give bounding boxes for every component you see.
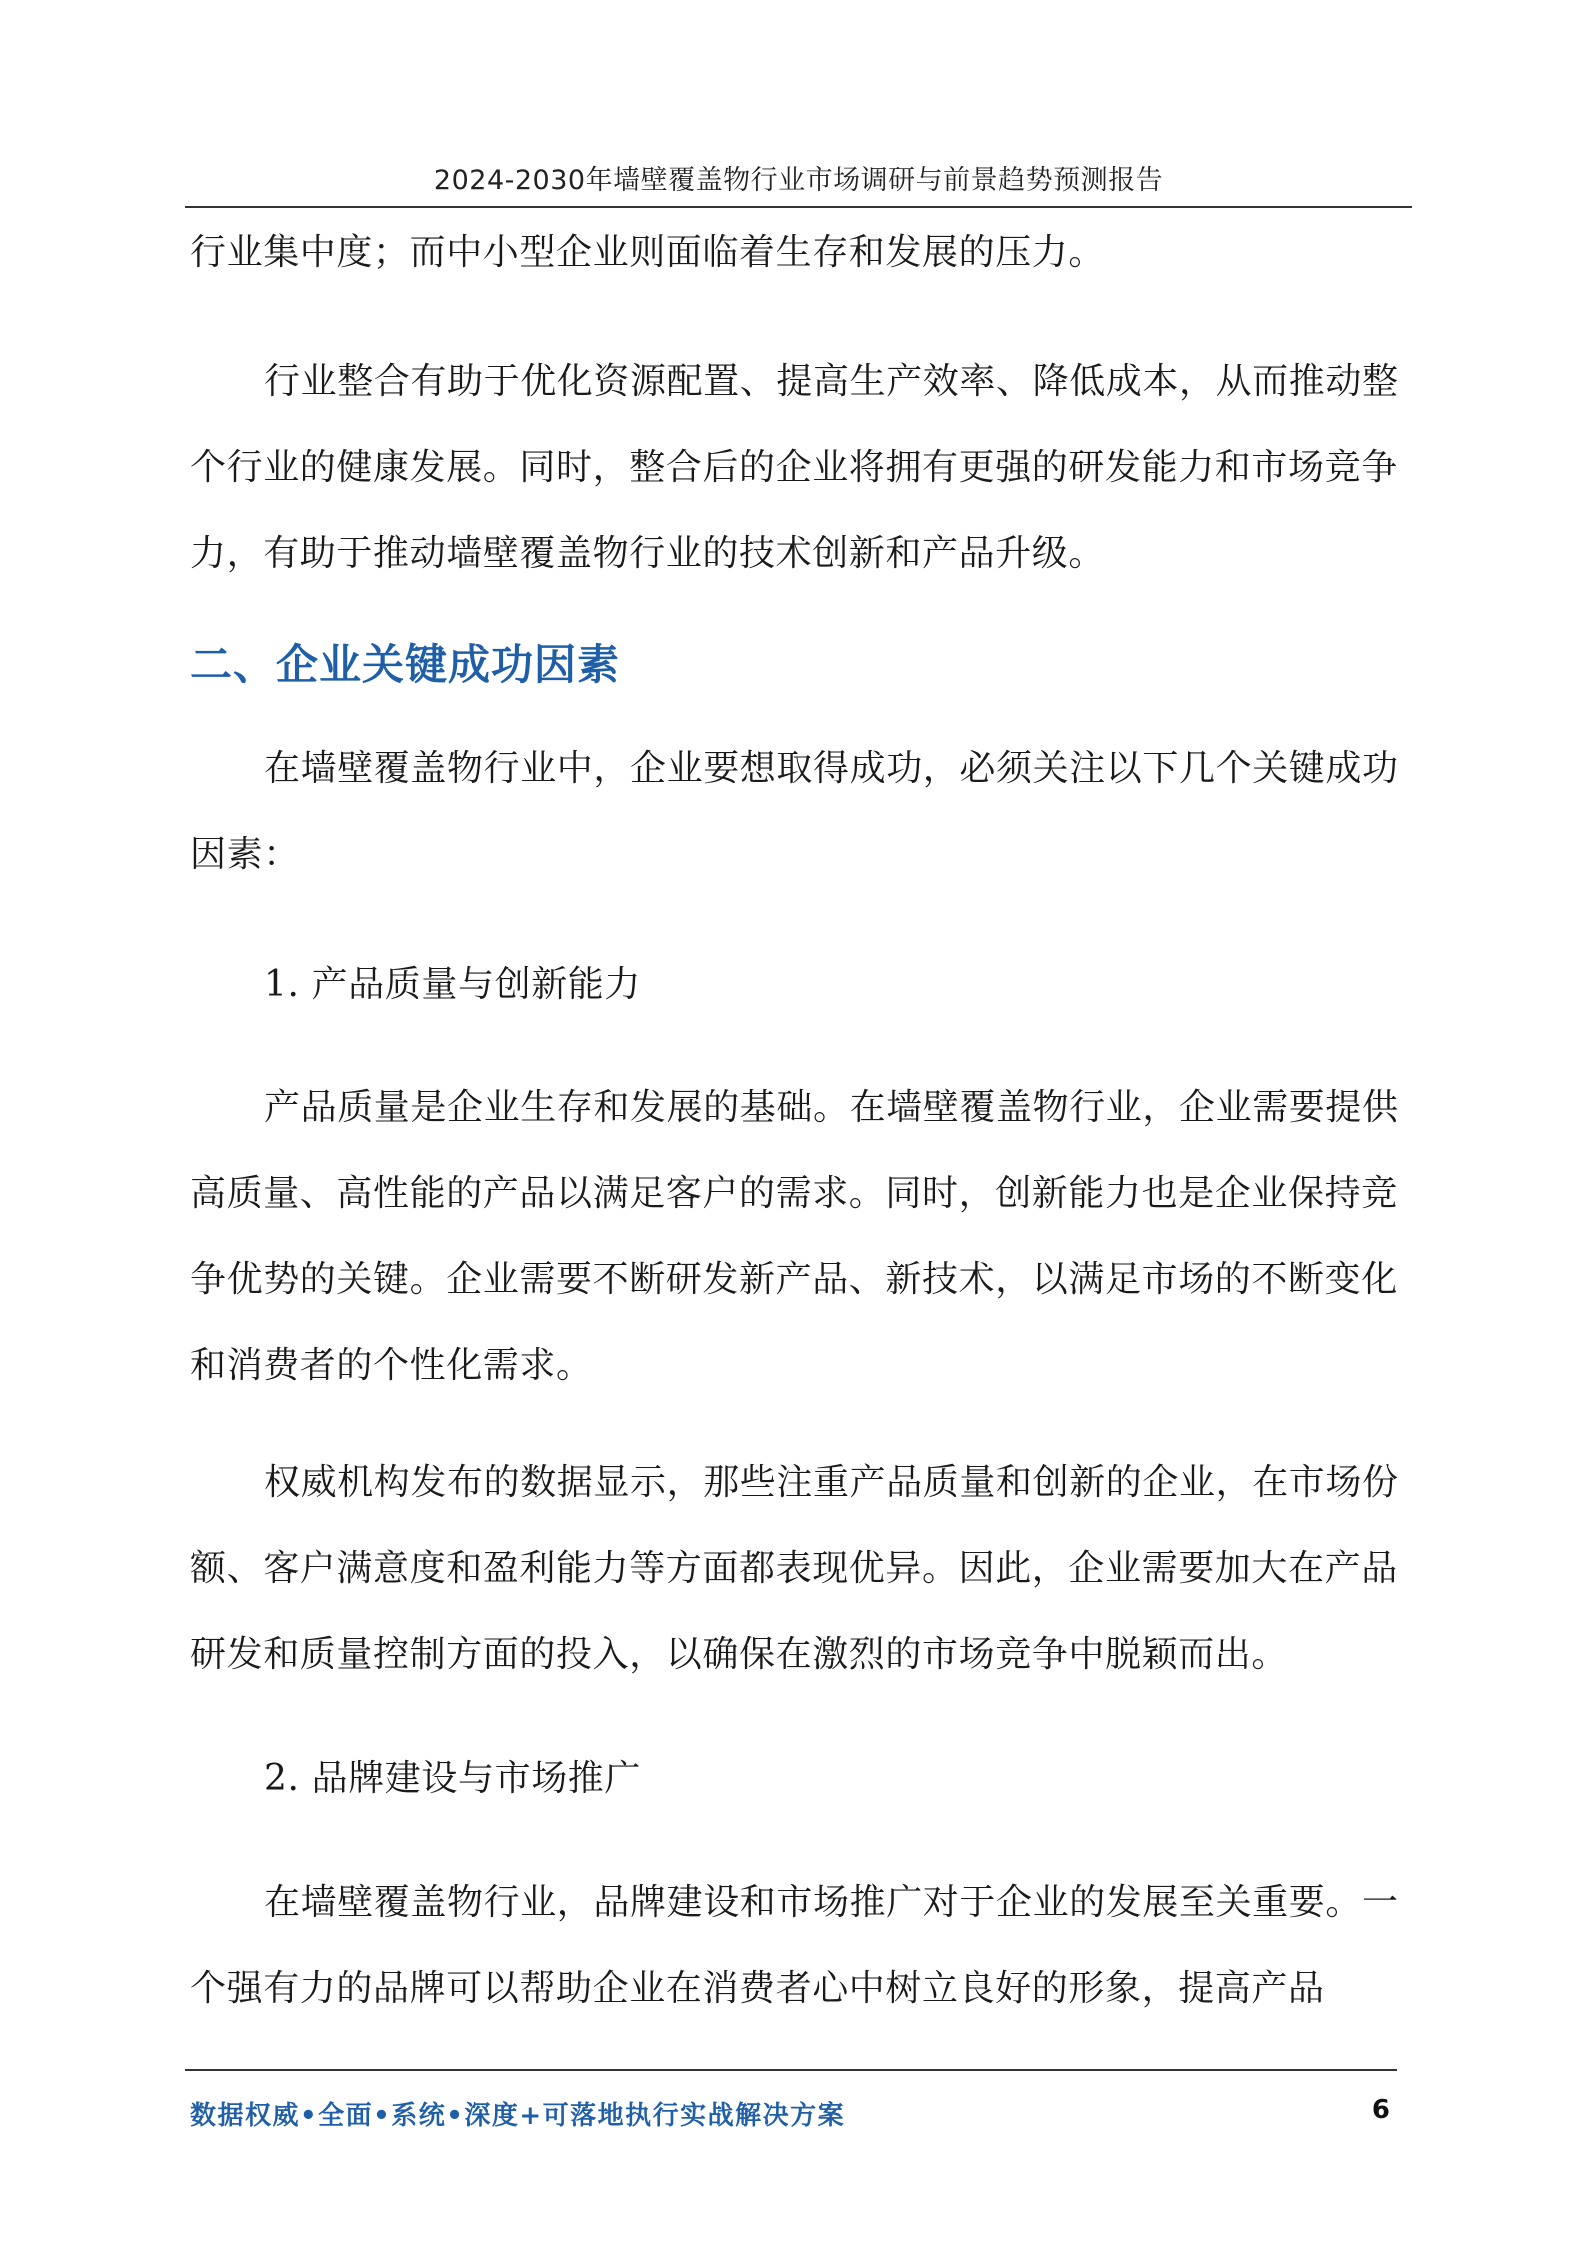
paragraph-product-quality: 产品质量是企业生存和发展的基础。在墙壁覆盖物行业，企业需要提供高质量、高性能的产品以满足客户的需求。同时，创新能力也是企业保持竞争优势的关键。企业需要不断研发新产品、新技术，以满足市场的不断变化和消费者的个性化需求。 [190, 1087, 1399, 1386]
page-number: 6 [1371, 2095, 1390, 2125]
running-header-title: 2024-2030年墙壁覆盖物行业市场调研与前景趋势预测报告 [433, 165, 1164, 196]
footer-slogan: 数据权威•全面•系统•深度+可落地执行实战解决方案 [190, 2101, 846, 2131]
subheading-brand-building: 2. 品牌建设与市场推广 [264, 1758, 641, 1799]
paragraph-authority-data: 权威机构发布的数据显示，那些注重产品质量和创新的企业，在市场份额、客户满意度和盈利能力等方面都表现优异。因此，企业需要加大在产品研发和质量控制方面的投入，以确保在激烈的市场竞争中脱颖而出。 [190, 1462, 1399, 1675]
section-heading: 二、企业关键成功因素 [190, 640, 621, 689]
paragraph-integration: 行业整合有助于优化资源配置、提高生产效率、降低成本，从而推动整个行业的健康发展。同时，整合后的企业将拥有更强的研发能力和市场竞争力，有助于推动墙壁覆盖物行业的技术创新和产品升级。 [190, 361, 1399, 574]
subheading-product-quality: 1. 产品质量与创新能力 [264, 964, 641, 1005]
paragraph-key-factors-intro: 在墙壁覆盖物行业中，企业要想取得成功，必须关注以下几个关键成功因素： [190, 748, 1399, 875]
header-divider [185, 206, 1412, 208]
paragraph-continuation: 行业集中度；而中小型企业则面临着生存和发展的压力。 [190, 232, 1106, 273]
footer-divider [185, 2069, 1397, 2071]
paragraph-brand-building: 在墙壁覆盖物行业，品牌建设和市场推广对于企业的发展至关重要。一个强有力的品牌可以帮助企业在消费者心中树立良好的形象，提高产品 [190, 1882, 1399, 2009]
